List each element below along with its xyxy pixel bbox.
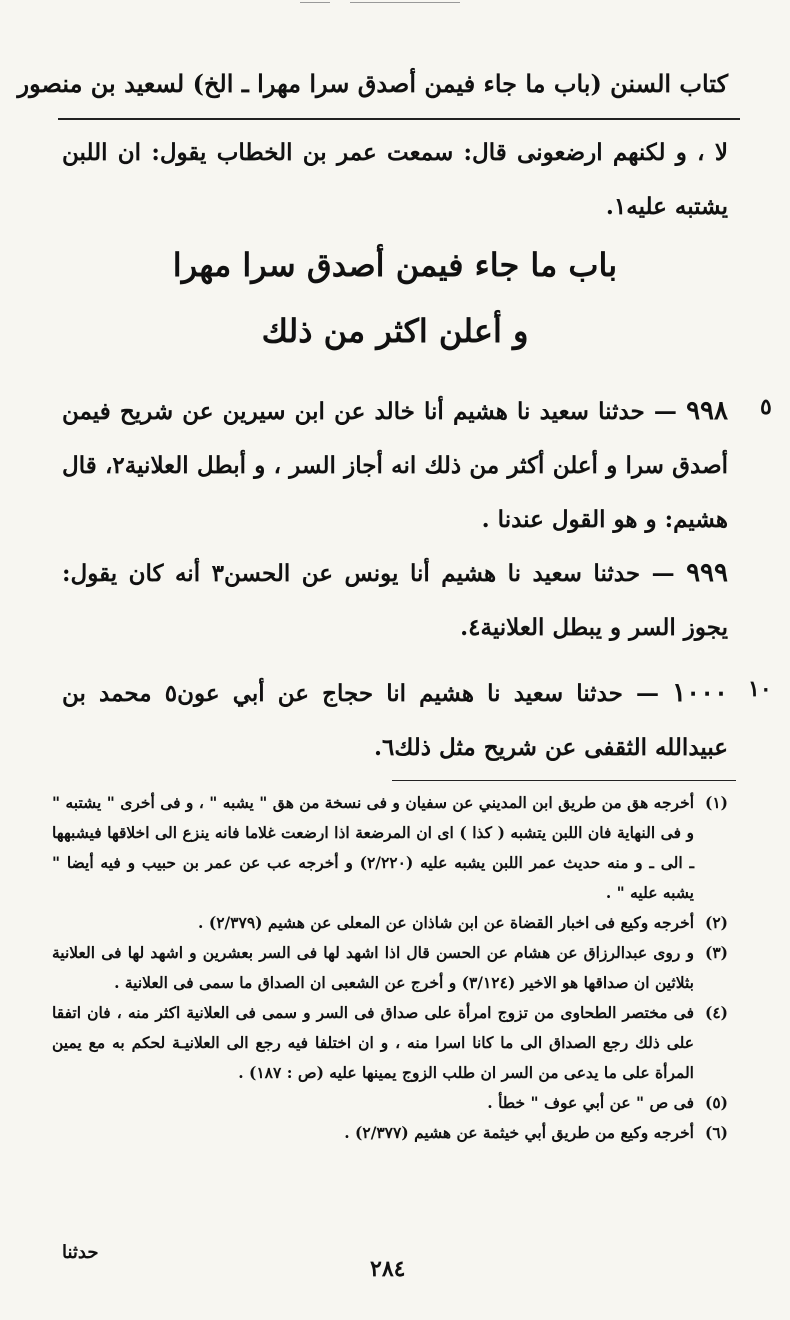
hadith-999: [62, 546, 728, 655]
footnote-4-number: (٤): [704, 1003, 728, 1022]
chapter-title-line-2: و أعلن اكثر من ذلك: [261, 312, 529, 350]
continuation-text: لا ، و لكنهم ارضعونى قال: سمعت عمر بن الخطاب يقول: ان اللبن يشتبه عليه١.: [62, 139, 728, 220]
footnote-3-text: و روى عبدالرزاق عن هشام عن الحسن قال اذا اشهد لها فى السر بعشرين و اشهد لها فى العلانية بثلاثين ان صداقها هو الاخير (٣/١٢٤) و أخرج عن الشعبى ان الصداق ما سمى فى العلانية .: [52, 943, 694, 992]
page-number: ٢٨٤: [370, 1256, 406, 1282]
hadith-1000: [62, 666, 728, 775]
chapter-title-line-1: باب ما جاء فيمن أصدق سرا مهرا: [172, 246, 618, 284]
footnote-2-text: أخرجه وكيع فى اخبار القضاة عن ابن شاذان عن المعلى عن هشيم (٢/٣٧٩) .: [198, 913, 694, 932]
hadith-1000-text: — حدثنا سعيد نا هشيم انا حجاج عن أبي عون٥ محمد بن عبيدالله الثقفى عن شريح مثل ذلك٦.: [62, 680, 728, 761]
footnote-6-number: (٦): [704, 1123, 728, 1142]
running-head: كتاب السنن (باب ما جاء فيمن أصدق سرا مهرا ـ الخ) لسعيد بن منصور: [17, 69, 728, 98]
hadith-998: [62, 384, 728, 547]
footnote-3: [52, 938, 728, 998]
footnote-6: [52, 1118, 728, 1148]
margin-line-number-5: ٥: [760, 394, 772, 420]
hadith-999-number: ٩٩٩: [686, 558, 728, 588]
footnote-2: [52, 908, 728, 938]
hadith-999-text: — حدثنا سعيد نا هشيم أنا يونس عن الحسن٣ أنه كان يقول: يجوز السر و يبطل العلانية٤.: [62, 560, 728, 641]
footnote-1: [52, 788, 728, 908]
footnote-4-text: فى مختصر الطحاوى من تزوج امرأة على صداق فى السر و سمى فى العلانية اكثر منه ، فان اتفقا على ذلك رجع الصداق الى ما كانا اسرا منه ، و ان اختلفا فيه رجع الى العلانيـة لحكم به مع يمين المرأة على ما يدعى من السر ان طلب الزوج يمينها عليه (ص : ١٨٧) .: [52, 1003, 694, 1082]
footnote-4: [52, 998, 728, 1088]
footnote-1-text: أخرجه هق من طريق ابن المديني عن سفيان و فى نسخة من هق " يشبه " ، و فى أخرى " يشتبه " و فى النهاية فان اللبن يتشبه ( كذا ) اى ان المرضعة اذا ارضعت غلاما فانه ينزع الى اخلاقها فيشبهها ـ الى ـ و منه حديث عمر اللبن يشبه عليه (٢/٢٢٠) و أخرجه عب عن عمر بن حبيب و فيه أيضا " يشبه عليه " .: [52, 793, 694, 902]
hadith-998-text: — حدثنا سعيد نا هشيم أنا خالد عن ابن سيرين عن شريح فيمن أصدق سرا و أعلن أكثر من ذلك انه أجاز السر ، و أبطل العلانية٢، قال هشيم: و هو القول عندنا .: [62, 398, 728, 533]
footnote-6-text: أخرجه وكيع من طريق أبي خيثمة عن هشيم (٢/٣٧٧) .: [344, 1123, 694, 1142]
footnote-2-number: (٢): [704, 913, 728, 932]
footnote-5-text: فى ص " عن أبي عوف " خطأ .: [487, 1093, 694, 1112]
top-scan-marks: [290, 0, 470, 6]
margin-line-number-10: ١٠: [748, 676, 772, 702]
catchword: حدثنا: [62, 1242, 99, 1263]
header-rule: [58, 118, 740, 120]
footnote-rule: [392, 780, 736, 781]
footnote-5: [52, 1088, 728, 1118]
footnote-3-number: (٣): [704, 943, 728, 962]
footnote-1-number: (١): [704, 793, 728, 812]
footnote-5-number: (٥): [704, 1093, 728, 1112]
footnotes: [52, 788, 728, 1148]
hadith-1000-number: ١٠٠٠: [672, 678, 728, 708]
hadith-998-number: ٩٩٨: [686, 396, 728, 426]
chapter-title: [62, 232, 728, 364]
